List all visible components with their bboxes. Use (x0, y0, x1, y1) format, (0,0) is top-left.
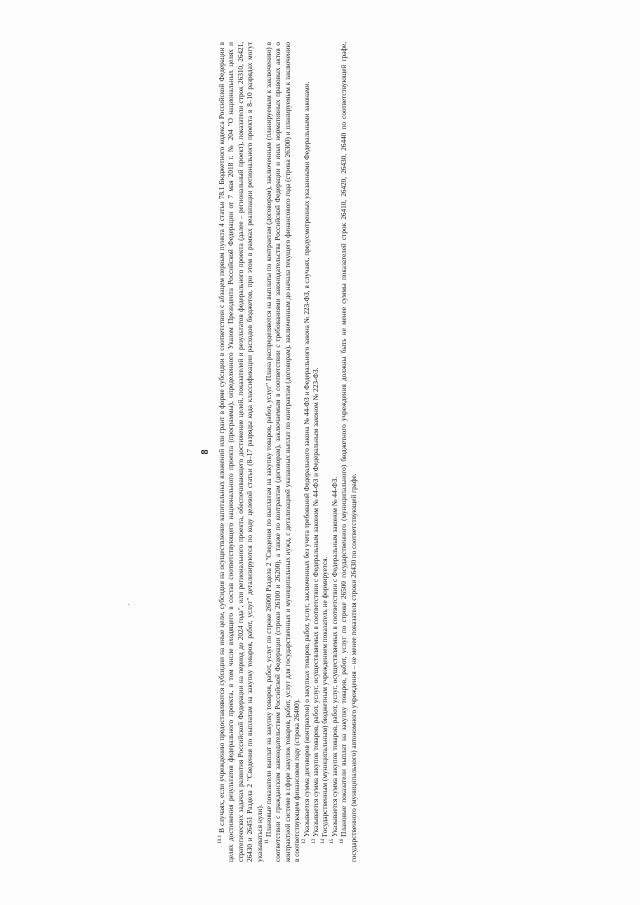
footnote-text: Указывается сумма договоров (контрактов) о закупках товаров, работ, услуг, заключенных без учета требований Федерального закона № 44-ФЗ и Федерального закона № 223-ФЗ, в случаях, предусмотренных указанными Федеральными законами. (302, 81, 311, 837)
footnote-text: Плановые показатели выплат на закупку товаров, работ, услуг по строке 26000 Раздела 2 "Сведения по выплатам на закупку товаров, работ, услуг" Плана распределяются на выплаты по контрактам (договорам), заключенным (планируемым к заключению) в соответствии с гражданским законодательством Российской Федерации (строки 26100 и 26200), а также по контрактам (договорам), заключаемым в соответствии с требованиями законодательства Российской Федерации и иных нормативных правовых актов о контрактной системе в сфере закупок товаров, работ, услуг для государственных и муниципальных нужд, с детализацией указанных выплат по контрактам (договорам), заключенным до начала текущего финансового года (строка 26300) и планируемым к заключению в соответствующем финансовом году (строка 26400). (265, 42, 302, 862)
footnote (331, 42, 340, 862)
footnote (265, 42, 303, 862)
footnote (218, 42, 265, 862)
footnote-number: 16 (338, 838, 345, 844)
footnote-text: В случаях, если учреждению предоставляются субсидии на иные цели, субсидия на осуществление капитальных вложений или грант в форме субсидии в соответствии с абзацем первым пункта 4 статьи 78.1 Бюджетного кодекса Российской Федерации в целях достижения результатов федерального проекта, в том числе входящего в состав соответствующего национального проекта (программы), определенного Указом Президента Российской Федерации от 7 мая 2018 г. № 204 "О национальных целях и стратегических задачах развития Российской Федерации на период до 2024 года", или регионального проекта, обеспечивающего достижение целей, показателей и результатов федерального проекта (далее – региональный проект), показатели строк 26310, 26421, 26430 и 26451 Раздела 2 "Сведения по выплатам на закупку товаров, работ, услуг" детализируются по коду целевой статьи (8–17 разряды кода классификации расходов бюджетов, при этом в рамках реализации регионального проекта в 8–10 разрядах могут указываться нули). (218, 42, 264, 862)
footnote (303, 42, 312, 862)
footnote-number: 12 (301, 838, 308, 844)
footnotes-list (218, 42, 359, 862)
footnote-text: Государственным (муниципальным) бюджетным учреждением показатель не формируется. (321, 556, 330, 837)
page-number: 8 (200, 449, 211, 455)
footnote-number: 15 (329, 838, 336, 844)
footnote-number: 11 (263, 839, 270, 844)
rotated-content (200, 42, 440, 862)
scan-speck (128, 604, 129, 605)
footnote-number: 14 (320, 838, 327, 844)
footnote-text: Плановые показатели выплат на закупку товаров, работ, услуг по строке 26500 государственного (муниципального) бюджетного учреждения должны быть не менее суммы показателей строк 26410, 26420, 26430, 26440 по соответствующей графе, государственного (муниципального) автономного учреждения – не менее показателя строки 26430 по соответствующей графе. (340, 42, 358, 862)
footnote (340, 42, 359, 862)
footnote-number: 13 (310, 838, 317, 844)
footnote-text: Указывается сумма закупок товаров, работ, услуг, осуществляемых в соответствии с Федеральным законом № 44-ФЗ и Федеральным законом № 223-ФЗ. (312, 367, 321, 837)
footnote (321, 42, 330, 862)
footnote-text: Указывается сумма закупок товаров, работ, услуг, осуществляемых в соответствии с Федеральным законом № 44-ФЗ. (330, 476, 339, 837)
footnote-number: 10.1 (216, 834, 223, 844)
